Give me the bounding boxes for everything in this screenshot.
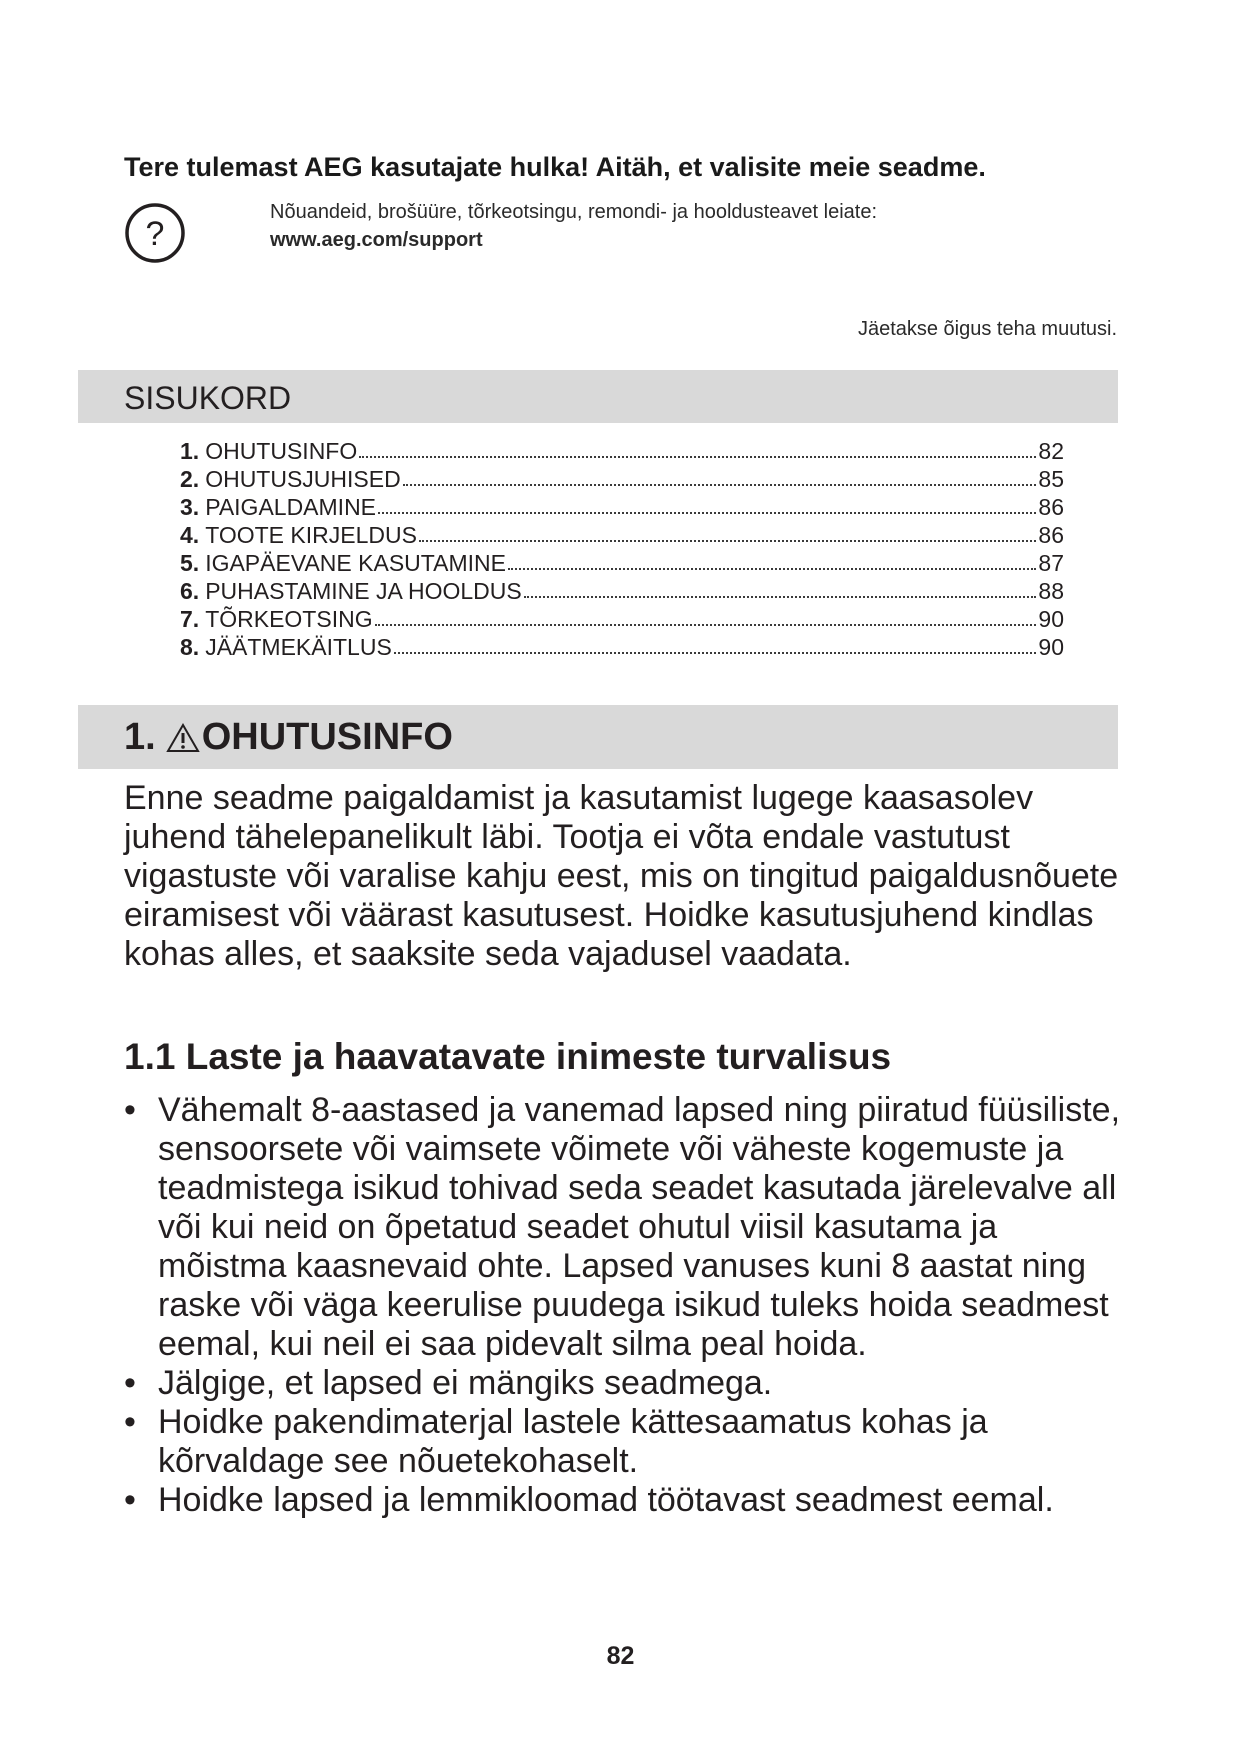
toc-item-label: TOOTE KIRJELDUS	[205, 522, 417, 548]
bullet-item: • Vähemalt 8-aastased ja vanemad lapsed ning piiratud füüsiliste, sensoorsete või vaimsete võimete või väheste kogemuste ja teadmistega isikud tohivad seda seadet kasutada järelevalve all või kui neid on õpetatud seadet ohutul viisil kasutama ja mõistma kaasnevaid ohte. Lapsed vanuses kuni 8 aastat ning raske või väga keerulise puudega isikud tuleks hoida seadmest eemal, kui neil ei saa pidevalt silma peal hoida.	[124, 1091, 1134, 1364]
toc-item[interactable]	[180, 465, 1064, 493]
toc-leader-dots	[524, 595, 1037, 598]
toc-item[interactable]	[180, 605, 1064, 633]
toc-item[interactable]	[180, 633, 1064, 661]
toc-item-number: 5.	[180, 550, 200, 576]
toc-item-page: 85	[1038, 466, 1064, 492]
toc-item-number: 2.	[180, 466, 200, 492]
toc-item-page: 86	[1038, 494, 1064, 520]
toc-leader-dots	[375, 623, 1037, 626]
toc-item-label: TÕRKEOTSING	[205, 606, 373, 632]
support-link[interactable]: www.aeg.com/support	[270, 229, 483, 251]
svg-text:?: ?	[145, 215, 165, 253]
support-description: Nõuandeid, brošüüre, tõrkeotsingu, remondi- ja hooldusteavet leiate:	[270, 201, 878, 223]
toc-item-page: 90	[1038, 606, 1064, 632]
toc-item-page: 87	[1038, 550, 1064, 576]
question-circle-icon	[124, 202, 186, 264]
bullet-item: • Hoidke lapsed ja lemmikloomad töötavast seadmest eemal.	[124, 1481, 1134, 1520]
safety-bullet-list	[124, 1091, 1134, 1520]
welcome-heading: Tere tulemast AEG kasutajate hulka! Aitäh, et valisite meie seadme.	[124, 152, 986, 182]
toc-item[interactable]	[180, 577, 1064, 605]
toc-item-page: 88	[1038, 578, 1064, 604]
toc-leader-dots	[359, 455, 1036, 458]
toc-item-number: 4.	[180, 522, 200, 548]
toc-leader-dots	[403, 483, 1037, 486]
section-header-bar	[78, 705, 1118, 769]
table-of-contents	[180, 437, 1064, 661]
toc-item-page: 82	[1038, 438, 1064, 464]
toc-item-number: 7.	[180, 606, 200, 632]
toc-item[interactable]	[180, 549, 1064, 577]
toc-item-label: OHUTUSINFO	[205, 438, 358, 464]
section-number: 1.	[124, 716, 156, 758]
toc-item-page: 90	[1038, 634, 1064, 660]
support-info	[270, 198, 877, 254]
warning-triangle-icon	[166, 723, 200, 753]
toc-item[interactable]	[180, 437, 1064, 465]
section-title-text: OHUTUSINFO	[201, 716, 453, 758]
intro-paragraph: Enne seadme paigaldamist ja kasutamist lugege kaasasolev juhend tähelepanelikult läbi. Tootja ei võta endale vastutust vigastuste või varalise kahju eest, mis on tingitud paigaldusnõuete eiramisest või väärast kasutusest. Hoidke kasutusjuhend kindlas kohas alles, et saaksite seda vajadusel vaadata.	[124, 779, 1119, 973]
section-title	[124, 716, 453, 759]
toc-leader-dots	[508, 567, 1036, 570]
toc-title: SISUKORD	[124, 380, 292, 416]
toc-item[interactable]	[180, 493, 1064, 521]
toc-leader-dots	[394, 651, 1037, 654]
toc-leader-dots	[419, 539, 1036, 542]
toc-item-number: 3.	[180, 494, 200, 520]
toc-item-label: OHUTUSJUHISED	[205, 466, 401, 492]
toc-header-bar	[78, 370, 1118, 423]
page-number: 82	[606, 1642, 635, 1670]
toc-item-page: 86	[1038, 522, 1064, 548]
bullet-item: • Jälgige, et lapsed ei mängiks seadmega.	[124, 1364, 1134, 1403]
rights-notice: Jäetakse õigus teha muutusi.	[857, 318, 1117, 340]
toc-item[interactable]	[180, 521, 1064, 549]
toc-item-number: 6.	[180, 578, 200, 604]
toc-leader-dots	[378, 511, 1036, 514]
bullet-item: • Hoidke pakendimaterjal lastele kättesaamatus kohas ja kõrvaldage see nõuetekohaselt.	[124, 1403, 1134, 1481]
toc-item-label: PAIGALDAMINE	[205, 494, 377, 520]
toc-item-label: PUHASTAMINE JA HOOLDUS	[205, 578, 522, 604]
subsection-heading: 1.1 Laste ja haavatavate inimeste turvalisus	[124, 1036, 892, 1077]
toc-item-number: 8.	[180, 634, 200, 660]
toc-item-label: JÄÄTMEKÄITLUS	[205, 634, 392, 660]
toc-item-label: IGAPÄEVANE KASUTAMINE	[205, 550, 506, 576]
toc-item-number: 1.	[180, 438, 200, 464]
